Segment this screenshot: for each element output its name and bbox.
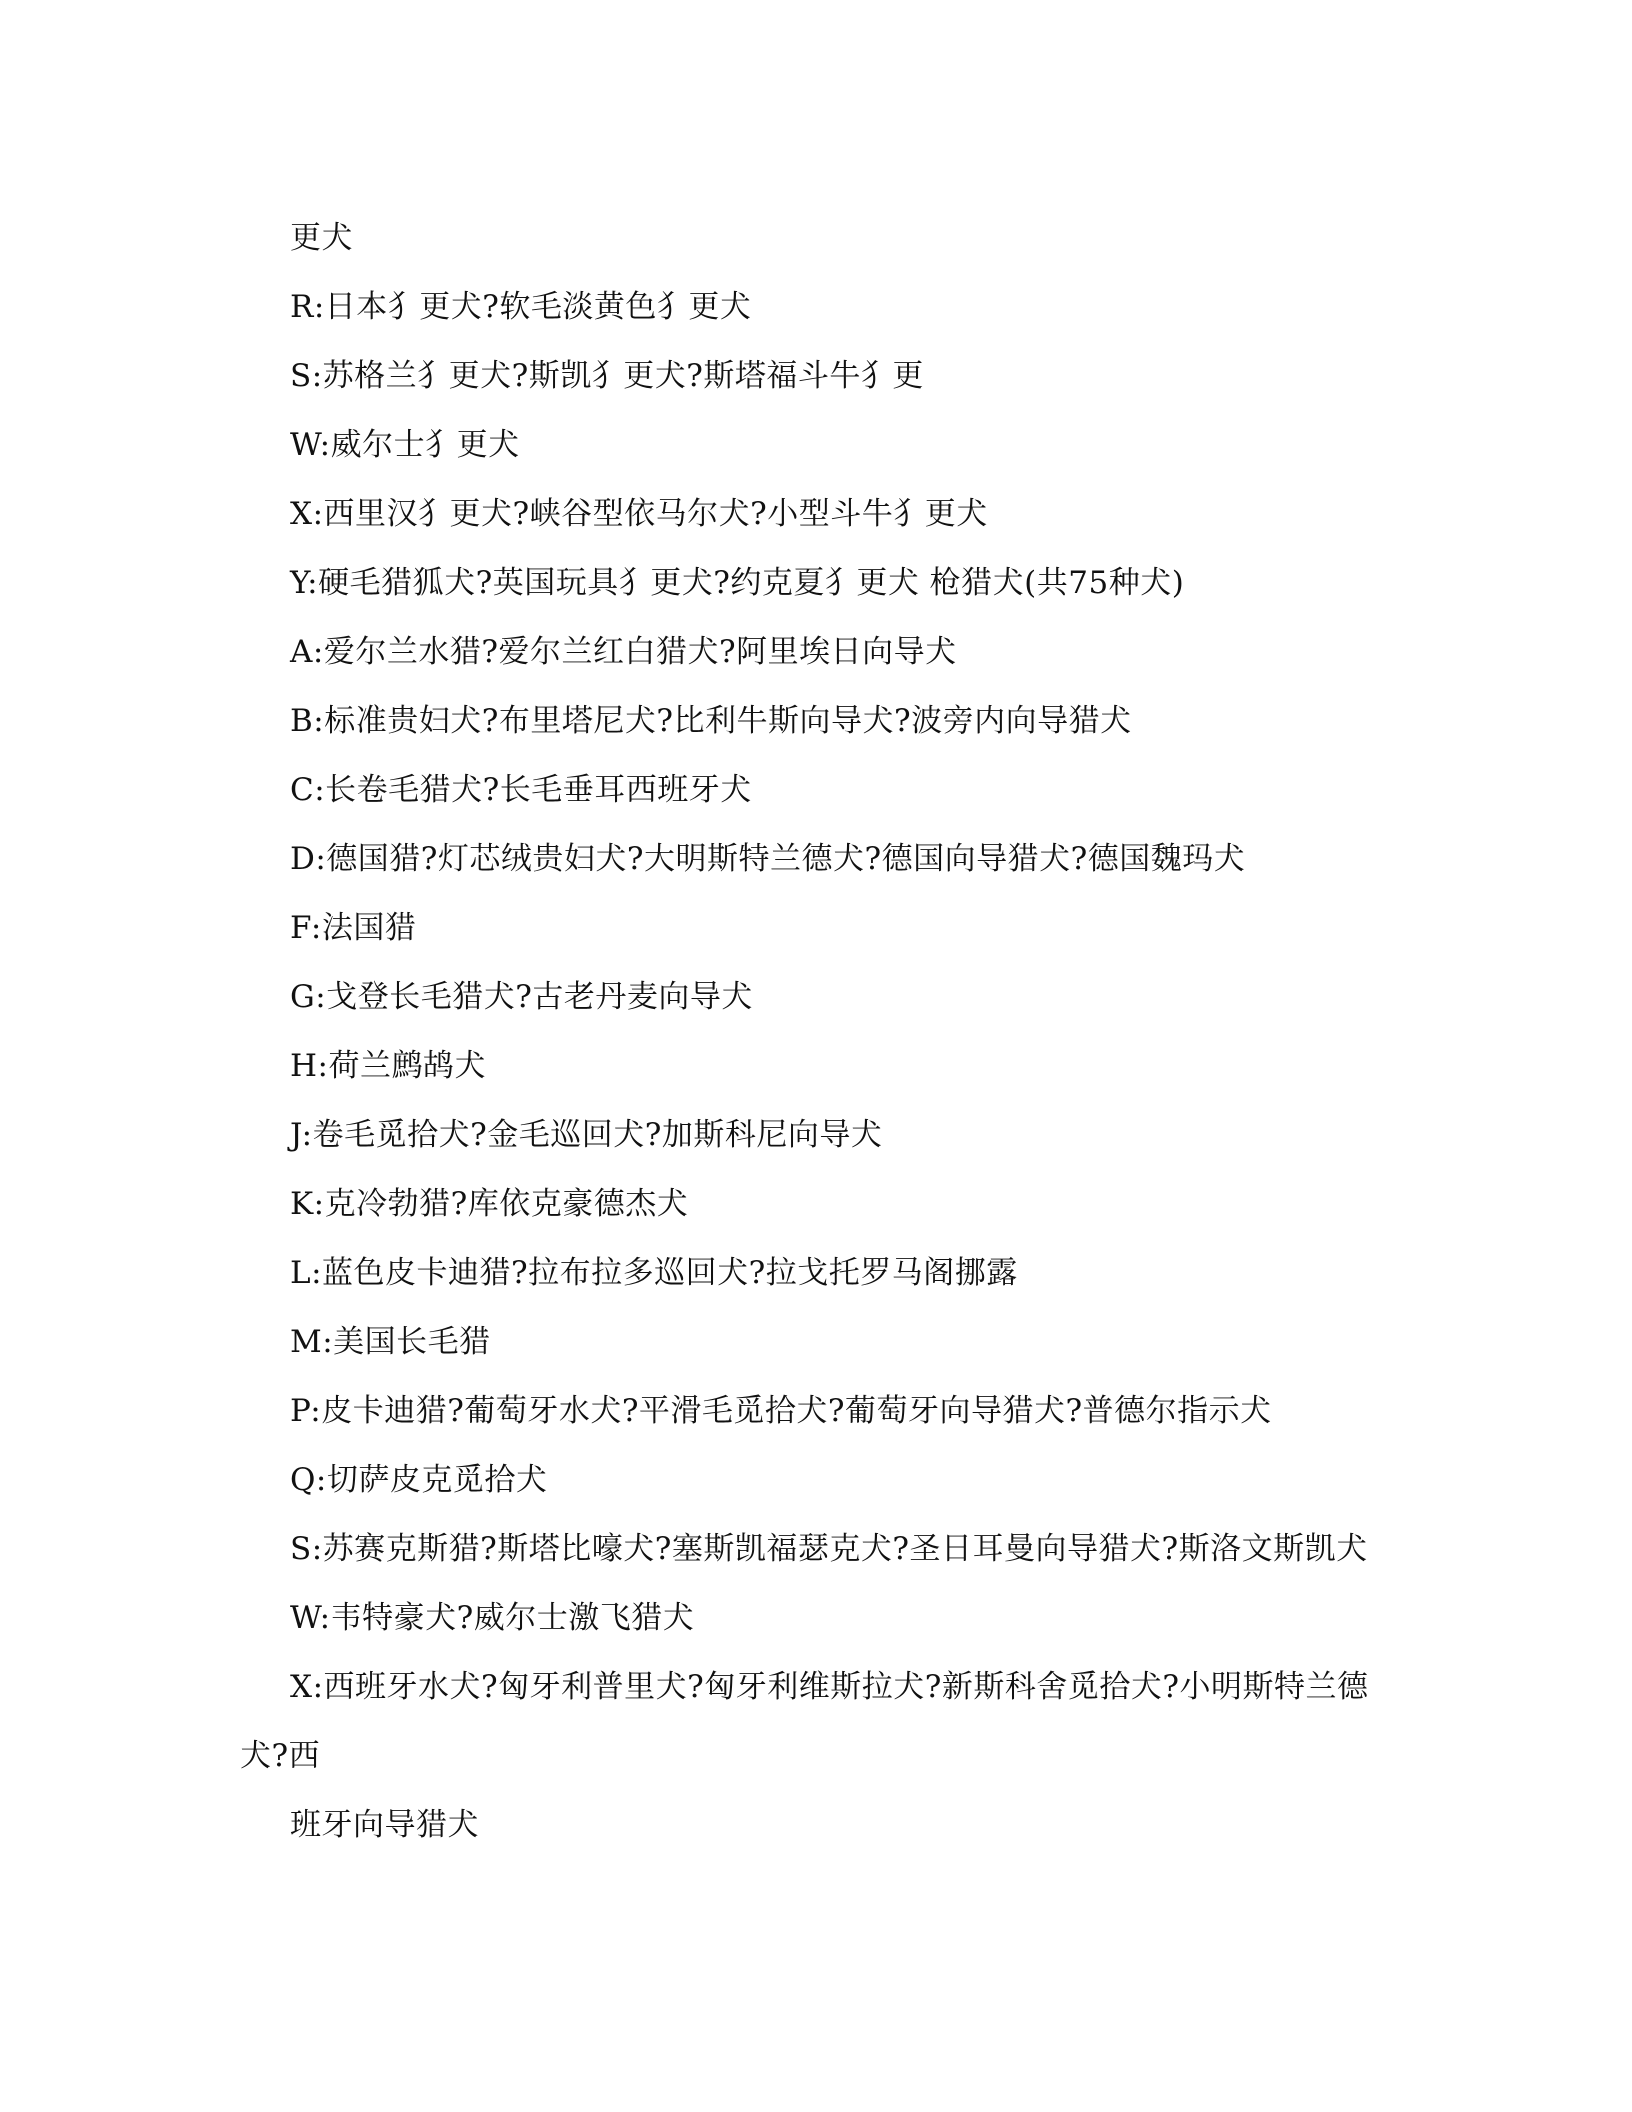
text-line-19: Q:切萨皮克觅拾犬 [290, 1462, 548, 1498]
text-line-17: M:美国长毛猎 [290, 1324, 491, 1360]
text-line-10: D:德国猎?灯芯绒贵妇犬?大明斯特兰德犬?德国向导猎犬?德国魏玛犬 [290, 841, 1246, 877]
text-line-6: Y:硬毛猎狐犬?英国玩具犭更犬?约克夏犭更犬 枪猎犬(共75种犬) [290, 565, 1185, 601]
text-line-4: W:威尔士犭更犬 [290, 427, 520, 463]
text-line-24: 班牙向导猎犬 [290, 1807, 479, 1843]
text-line-1: 更犬 [290, 220, 353, 256]
text-line-12: G:戈登长毛猎犬?古老丹麦向导犬 [290, 979, 753, 1015]
text-line-3: S:苏格兰犭更犬?斯凯犭更犬?斯塔福斗牛犭更 [290, 358, 924, 394]
text-line-16: L:蓝色皮卡迪猎?拉布拉多巡回犬?拉戈托罗马阁挪露 [290, 1255, 1018, 1291]
text-line-18: P:皮卡迪猎?葡萄牙水犬?平滑毛觅拾犬?葡萄牙向导猎犬?普德尔指示犬 [290, 1393, 1272, 1429]
text-line-20: S:苏赛克斯猎?斯塔比嚎犬?塞斯凯福瑟克犬?圣日耳曼向导猎犬?斯洛文斯凯犬 [290, 1531, 1368, 1567]
text-line-23: 犬?西 [240, 1738, 321, 1774]
text-line-2: R:日本犭更犬?软毛淡黄色犭更犬 [290, 289, 752, 325]
text-line-22: X:西班牙水犬?匈牙利普里犬?匈牙利维斯拉犬?新斯科舍觅拾犬?小明斯特兰德 [290, 1669, 1369, 1705]
text-line-9: C:长卷毛猎犬?长毛垂耳西班牙犬 [290, 772, 752, 808]
text-line-13: H:荷兰鹧鸪犬 [290, 1048, 486, 1084]
text-line-7: A:爱尔兰水猎?爱尔兰红白猎犬?阿里埃日向导犬 [290, 634, 957, 670]
text-line-5: X:西里汉犭更犬?峡谷型依马尔犬?小型斗牛犭更犬 [290, 496, 988, 532]
text-line-8: B:标准贵妇犬?布里塔尼犬?比利牛斯向导犬?波旁内向导猎犬 [290, 703, 1132, 739]
text-line-14: J:卷毛觅拾犬?金毛巡回犬?加斯科尼向导犬 [290, 1117, 883, 1153]
text-line-11: F:法国猎 [290, 910, 417, 946]
text-line-21: W:韦特豪犬?威尔士激飞猎犬 [290, 1600, 695, 1636]
text-line-15: K:克冷勃猎?库依克豪德杰犬 [290, 1186, 689, 1222]
